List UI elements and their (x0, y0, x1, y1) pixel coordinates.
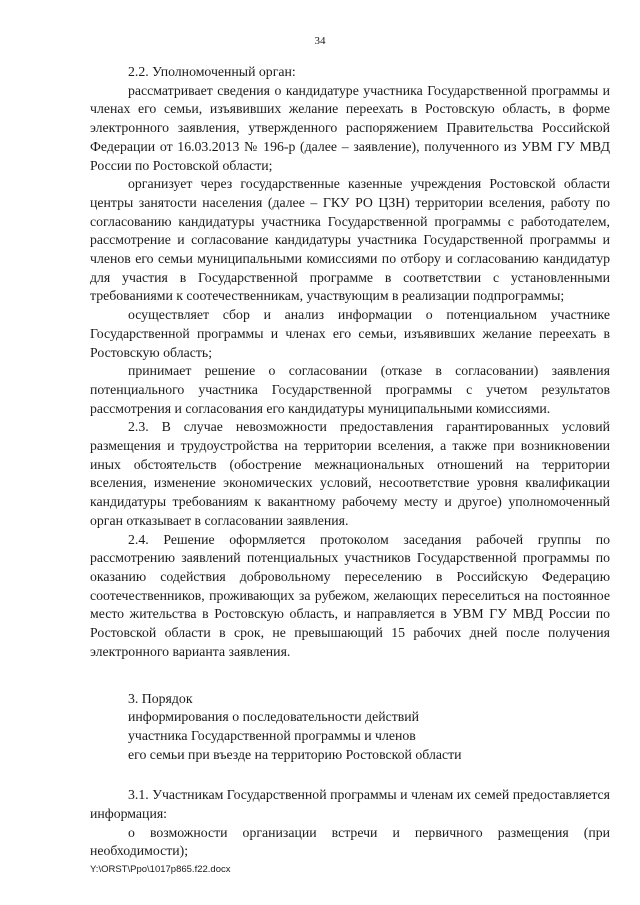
section-heading-line: информирования о последовательности действий (128, 709, 420, 725)
paragraph: о возможности организации встречи и первичного размещения (при необходимости); (90, 824, 610, 859)
paragraph: 2.4. Решение оформляется протоколом заседания рабочей группы по рассмотрению заявлений потенциальных участников Государственной программы по оказанию содействия добровольному переселению в Российскую Федерацию соотечественников, проживающих за рубежом, желающих переселиться на постоянное место жительства в Ростовскую область, и направляется в УВМ ГУ МВД России по Ростовской области в срок, не превышающий 15 рабочих дней после получения электронного варианта заявления. (90, 531, 610, 659)
paragraph: 3.1. Участникам Государственной программы и членам их семей предоставляется информация: (90, 787, 610, 822)
section-heading-line: участника Государственной программы и членов (128, 727, 416, 743)
paragraph: принимает решение о согласовании (отказе в согласовании) заявления потенциального участника Государственной программы с учетом результатов рассмотрения и согласования его кандидатуры муниципальными комиссиями. (90, 363, 610, 416)
section-heading-line: 3. Порядок (128, 690, 193, 706)
page-number: 34 (314, 35, 326, 47)
paragraph: рассматривает сведения о кандидатуре участника Государственной программы и членах его семьи, изъявивших желание переехать в Ростовскую область, в форме электронного заявления, утвержденного распоряжением Правительства Российской Федерации от 16.03.2013 № 196-р (далее – заявление), полученного из УВМ ГУ МВД России по Ростовской области; (90, 82, 610, 173)
document-body (90, 63, 610, 861)
paragraph: 2.2. Уполномоченный орган: (128, 64, 296, 79)
paragraph: осуществляет сбор и анализ информации о потенциальном участнике Государственной программы и членах его семьи, изъявивших желание переехать в Ростовскую область; (90, 307, 610, 360)
footer-file-path: Y:\ORST\Ppo\1017p865.f22.docx (90, 864, 231, 875)
section-heading-line: его семьи при въезде на территорию Ростовской области (128, 746, 462, 762)
paragraph: 2.3. В случае невозможности предоставления гарантированных условий размещения и трудоустройства на территории вселения, а также при возникновении иных обстоятельств (обострение межнациональных отношений на территории вселения, изменение экономических условий, несоответствие уровня квалификации кандидатуры требованиям к вакантному рабочему месту и другое) уполномоченный орган отказывает в согласовании заявления. (90, 419, 610, 528)
paragraph: организует через государственные казенные учреждения Ростовской области центры занятости населения (далее – ГКУ РО ЦЗН) территории вселения, работу по согласованию кандидатуры участника Государственной программы с работодателем, рассмотрение и согласование кандидатуры участника Государственной программы и членов его семьи муниципальными комиссиями по отбору и согласованию кандидатур для участия в Государственной программе в соответствии с установленными требованиями к соотечественникам, участвующим в реализации подпрограммы; (90, 176, 610, 304)
section-heading (90, 690, 610, 765)
